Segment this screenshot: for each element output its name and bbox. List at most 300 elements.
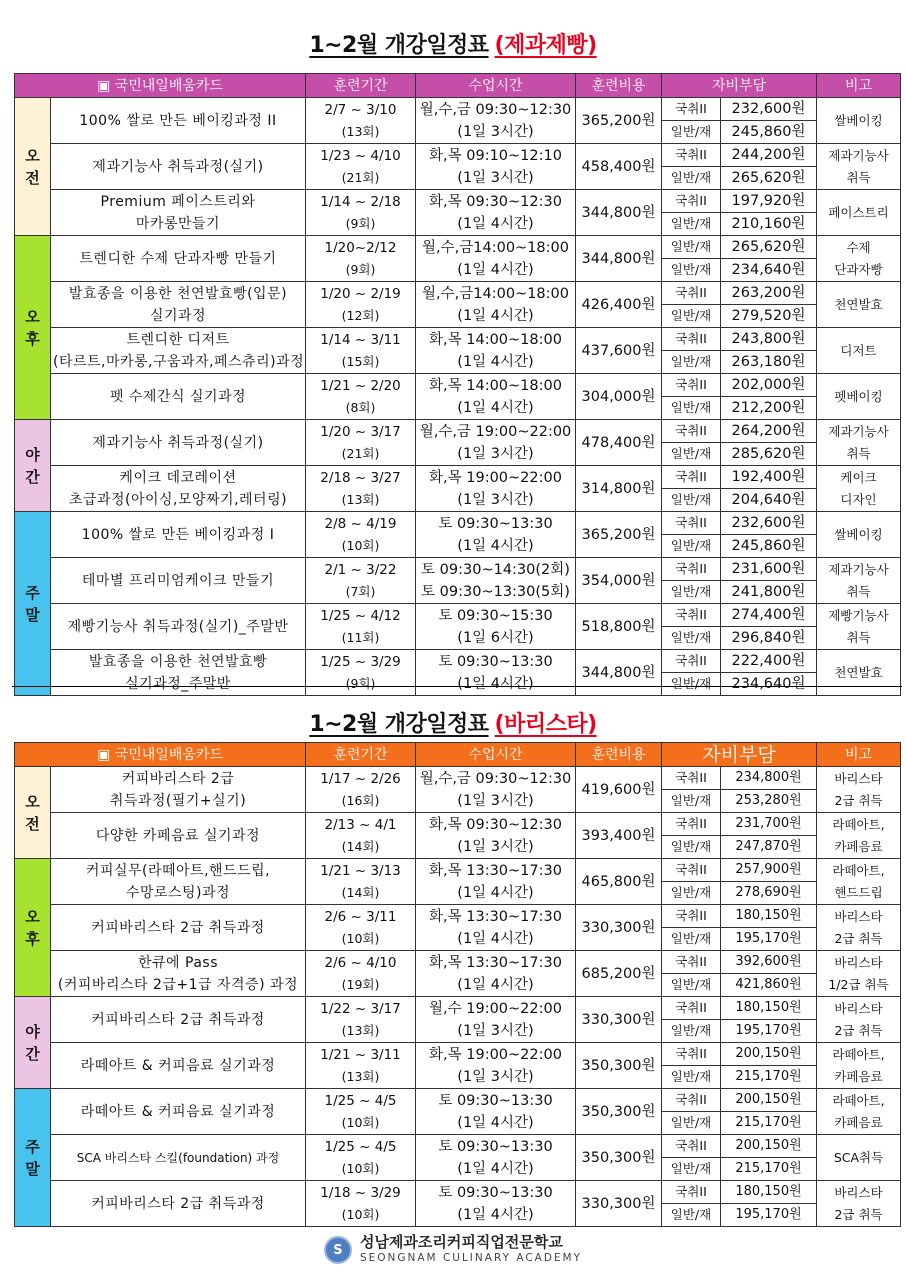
self-pay-amount: 243,800원 <box>721 328 817 351</box>
course-row <box>15 604 901 627</box>
note-line: 페이스트리 <box>828 204 889 220</box>
course-name-line: 다양한 카페음료 실기과정 <box>95 827 261 844</box>
course-name <box>51 997 306 1043</box>
support-type: 국취II <box>662 1135 721 1158</box>
training-period-line: 2/6 ~ 4/10 <box>324 954 397 971</box>
class-time <box>416 144 576 190</box>
course-row <box>15 1043 901 1066</box>
course-row <box>15 190 901 213</box>
course-row <box>15 420 901 443</box>
training-period <box>306 98 416 144</box>
training-period-line: 2/8 ~ 4/19 <box>324 515 397 532</box>
support-type: 국취II <box>662 1089 721 1112</box>
class-time-line: 토 09:30~13:30 <box>438 653 553 670</box>
note-line: 라떼아트, <box>832 1046 885 1062</box>
course-name <box>51 767 306 813</box>
class-time-line: 월,수,금14:00~18:00 <box>422 285 569 302</box>
class-time-line: (1일 3시간) <box>457 123 534 140</box>
support-type: 일반/재 <box>662 836 721 859</box>
course-row <box>15 650 901 673</box>
course-row <box>15 466 901 489</box>
training-period-line: 1/20~2/12 <box>324 239 397 256</box>
self-pay-amount: 245,860원 <box>721 121 817 144</box>
training-period-line: 1/20 ~ 3/17 <box>320 423 401 440</box>
training-period-line: 2/1 ~ 3/22 <box>324 561 397 578</box>
header-self-pay: 자비부담 <box>662 743 817 767</box>
support-type: 일반/재 <box>662 397 721 420</box>
time-slot-label-line: 야 <box>25 445 40 464</box>
course-name-line: 100% 쌀로 만든 베이킹과정 II <box>79 112 277 129</box>
course-row <box>15 558 901 581</box>
class-time-line: (1일 6시간) <box>457 629 534 646</box>
support-type: 일반/재 <box>662 974 721 997</box>
training-period <box>306 236 416 282</box>
bakery-schedule-title <box>0 28 906 59</box>
header-course: ▣ 국민내일배움카드 <box>15 743 306 767</box>
class-time-line: 화,목 13:30~17:30 <box>429 862 562 879</box>
note <box>817 1135 901 1181</box>
time-slot-label-line: 간 <box>25 1044 40 1063</box>
class-time-line: (1일 3시간) <box>457 491 534 508</box>
self-pay-amount: 215,170원 <box>721 1112 817 1135</box>
training-period-line: 1/21 ~ 3/13 <box>320 862 401 879</box>
support-type: 일반/재 <box>662 1158 721 1181</box>
support-type: 일반/재 <box>662 213 721 236</box>
note-line: 수제 <box>846 239 871 255</box>
training-fee: 458,400원 <box>576 144 662 190</box>
support-type: 일반/재 <box>662 351 721 374</box>
training-fee: 393,400원 <box>576 813 662 859</box>
note <box>817 767 901 813</box>
note-line: 쌀베이킹 <box>834 526 883 542</box>
training-period-line: (12회) <box>341 307 380 323</box>
course-name-line: 라떼아트 & 커피음료 실기과정 <box>80 1057 276 1074</box>
note <box>817 328 901 374</box>
class-time-line: (1일 4시간) <box>457 537 534 554</box>
course-row <box>15 859 901 882</box>
training-fee: 426,400원 <box>576 282 662 328</box>
training-period <box>306 1181 416 1227</box>
course-name-line: 실기과정 <box>149 307 207 324</box>
course-row <box>15 1135 901 1158</box>
note <box>817 420 901 466</box>
note-line: 2급 취득 <box>834 930 883 946</box>
training-period-line: (14회) <box>341 838 380 854</box>
training-fee: 314,800원 <box>576 466 662 512</box>
class-time-line: (1일 3시간) <box>457 838 534 855</box>
class-time <box>416 328 576 374</box>
note <box>817 1089 901 1135</box>
support-type: 국취II <box>662 905 721 928</box>
support-type: 일반/재 <box>662 581 721 604</box>
course-name <box>51 466 306 512</box>
footer <box>0 1234 906 1266</box>
training-period-line: 1/25 ~ 4/5 <box>324 1092 397 1109</box>
note-line: 취득 <box>846 169 871 185</box>
note <box>817 98 901 144</box>
course-row <box>15 997 901 1020</box>
training-fee: 330,300원 <box>576 997 662 1043</box>
self-pay-amount: 231,600원 <box>721 558 817 581</box>
note-line: 바리스타 <box>834 954 883 970</box>
course-name-line: 테마별 프리미엄케이크 만들기 <box>81 572 275 589</box>
note-line: 2급 취득 <box>834 1022 883 1038</box>
support-type: 일반/재 <box>662 1066 721 1089</box>
time-slot-label <box>15 512 51 696</box>
self-pay-amount: 202,000원 <box>721 374 817 397</box>
header-self-pay: 자비부담 <box>662 74 817 98</box>
time-slot-label-line: 오 <box>25 307 40 326</box>
course-name-line: 트렌디한 디저트 <box>126 331 230 348</box>
support-type: 국취II <box>662 859 721 882</box>
support-type: 국취II <box>662 328 721 351</box>
note <box>817 650 901 696</box>
time-slot-label-line: 주 <box>25 583 40 602</box>
training-fee: 518,800원 <box>576 604 662 650</box>
training-period-line: 1/17 ~ 2/26 <box>320 770 401 787</box>
course-name-line: 제과기능사 취득과정(실기) <box>92 158 264 175</box>
barista-header-row <box>15 743 901 767</box>
course-name <box>51 813 306 859</box>
support-type: 국취II <box>662 282 721 305</box>
training-period <box>306 650 416 696</box>
self-pay-amount: 253,280원 <box>721 790 817 813</box>
note <box>817 951 901 997</box>
course-name-line: (타르트,마카롱,구움과자,페스츄리)과정 <box>53 353 305 370</box>
time-slot-label-line: 말 <box>25 1159 40 1178</box>
training-period-line: (13회) <box>341 1068 380 1084</box>
training-period-line: (9회) <box>345 261 376 277</box>
note-line: 제과기능사 <box>828 561 889 577</box>
class-time-line: 토 09:30~13:30 <box>438 1138 553 1155</box>
training-period-line: 2/7 ~ 3/10 <box>324 101 397 118</box>
class-time-line: (1일 3시간) <box>457 792 534 809</box>
note <box>817 236 901 282</box>
course-name-line: (커피바리스타 2급+1급 자격증) 과정 <box>57 976 299 993</box>
course-name <box>51 1089 306 1135</box>
time-slot-label-line: 후 <box>25 329 40 348</box>
header-note: 비고 <box>817 74 901 98</box>
course-name-line: 100% 쌀로 만든 베이킹과정 I <box>81 526 275 543</box>
class-time-line: 화,목 14:00~18:00 <box>429 331 562 348</box>
class-time-line: 화,목 09:10~12:10 <box>429 147 562 164</box>
class-time <box>416 558 576 604</box>
training-fee: 344,800원 <box>576 190 662 236</box>
self-pay-amount: 285,620원 <box>721 443 817 466</box>
time-slot-label-line: 말 <box>25 605 40 624</box>
training-period <box>306 1089 416 1135</box>
training-period <box>306 905 416 951</box>
training-fee: 685,200원 <box>576 951 662 997</box>
course-name <box>51 1181 306 1227</box>
course-name <box>51 144 306 190</box>
support-type: 일반/재 <box>662 790 721 813</box>
training-period <box>306 859 416 905</box>
training-period-line: 1/25 ~ 4/5 <box>324 1138 397 1155</box>
course-name-line: 한큐에 Pass <box>137 954 218 971</box>
training-fee: 304,000원 <box>576 374 662 420</box>
training-period-line: 1/18 ~ 3/29 <box>320 1184 401 1201</box>
note-line: 바리스타 <box>834 1000 883 1016</box>
course-row <box>15 236 901 259</box>
training-period <box>306 813 416 859</box>
class-time <box>416 512 576 558</box>
note-line: 취득 <box>846 583 871 599</box>
class-time <box>416 98 576 144</box>
self-pay-amount: 265,620원 <box>721 167 817 190</box>
course-name <box>51 282 306 328</box>
course-row <box>15 512 901 535</box>
self-pay-amount: 180,150원 <box>721 905 817 928</box>
training-period-line: (21회) <box>341 169 380 185</box>
note-line: 천연발효 <box>834 664 883 680</box>
barista-title-main: 1~2월 개강일정표 <box>309 712 489 737</box>
self-pay-amount: 263,200원 <box>721 282 817 305</box>
note <box>817 466 901 512</box>
note-line: 바리스타 <box>834 770 883 786</box>
course-row <box>15 98 901 121</box>
time-slot-label-line: 후 <box>25 929 40 948</box>
class-time-line: 월,수,금 09:30~12:30 <box>419 770 572 787</box>
training-period <box>306 374 416 420</box>
note-line: 단과자빵 <box>834 261 883 277</box>
training-period <box>306 997 416 1043</box>
class-time-line: 토 09:30~13:30 <box>438 515 553 532</box>
note <box>817 1043 901 1089</box>
training-period-line: 1/25 ~ 3/29 <box>320 653 401 670</box>
note-line: 카페음료 <box>834 838 883 854</box>
support-type: 일반/재 <box>662 121 721 144</box>
class-time <box>416 951 576 997</box>
training-period <box>306 951 416 997</box>
self-pay-amount: 200,150원 <box>721 1043 817 1066</box>
training-fee: 350,300원 <box>576 1043 662 1089</box>
barista-title-sub: (바리스타) <box>494 712 597 737</box>
self-pay-amount: 264,200원 <box>721 420 817 443</box>
training-fee: 365,200원 <box>576 98 662 144</box>
class-time-line: 토 09:30~13:30(5회) <box>421 583 570 600</box>
course-name <box>51 558 306 604</box>
self-pay-amount: 200,150원 <box>721 1135 817 1158</box>
course-name <box>51 512 306 558</box>
bakery-header-row <box>15 74 901 98</box>
note-line: 쌀베이킹 <box>834 112 883 128</box>
note-line: 제과기능사 <box>828 423 889 439</box>
course-row <box>15 1089 901 1112</box>
time-slot-label-line: 전 <box>25 168 40 187</box>
class-time <box>416 1181 576 1227</box>
course-name <box>51 905 306 951</box>
support-type: 국취II <box>662 144 721 167</box>
class-time-line: 토 09:30~13:30 <box>438 1184 553 1201</box>
time-slot-label <box>15 859 51 997</box>
class-time-line: (1일 4시간) <box>457 1206 534 1223</box>
support-type: 일반/재 <box>662 167 721 190</box>
training-period-line: (16회) <box>341 792 380 808</box>
training-fee: 437,600원 <box>576 328 662 374</box>
support-type: 일반/재 <box>662 1020 721 1043</box>
class-time-line: 화,목 09:30~12:30 <box>429 193 562 210</box>
class-time-line: 화,목 19:00~22:00 <box>429 1046 562 1063</box>
training-period-line: (10회) <box>341 1206 380 1222</box>
class-time <box>416 813 576 859</box>
note-line: 핸드드립 <box>834 884 883 900</box>
course-name <box>51 98 306 144</box>
support-type: 국취II <box>662 98 721 121</box>
support-type: 국취II <box>662 190 721 213</box>
class-time-line: 화,목 09:30~12:30 <box>429 816 562 833</box>
self-pay-amount: 195,170원 <box>721 928 817 951</box>
self-pay-amount: 215,170원 <box>721 1158 817 1181</box>
course-name <box>51 604 306 650</box>
note-line: 1/2급 취득 <box>828 976 889 992</box>
course-name <box>51 951 306 997</box>
note-line: SCA취득 <box>833 1149 884 1165</box>
class-time-line: (1일 3시간) <box>457 445 534 462</box>
course-row <box>15 328 901 351</box>
self-pay-amount: 257,900원 <box>721 859 817 882</box>
course-name <box>51 236 306 282</box>
self-pay-amount: 200,150원 <box>721 1089 817 1112</box>
course-row <box>15 767 901 790</box>
self-pay-amount: 263,180원 <box>721 351 817 374</box>
support-type: 일반/재 <box>662 236 721 259</box>
training-period <box>306 420 416 466</box>
class-time-line: (1일 3시간) <box>457 1068 534 1085</box>
self-pay-amount: 245,860원 <box>721 535 817 558</box>
class-time <box>416 1089 576 1135</box>
note <box>817 144 901 190</box>
note-line: 디저트 <box>840 342 877 358</box>
training-period <box>306 512 416 558</box>
header-time: 수업시간 <box>416 74 576 98</box>
course-name-line: 커피바리스타 2급 취득과정 <box>91 919 265 936</box>
training-period <box>306 1043 416 1089</box>
header-note: 비고 <box>817 743 901 767</box>
training-period-line: (13회) <box>341 1022 380 1038</box>
support-type: 국취II <box>662 420 721 443</box>
training-period <box>306 767 416 813</box>
note <box>817 512 901 558</box>
class-time-line: (1일 4시간) <box>457 930 534 947</box>
course-name <box>51 1043 306 1089</box>
self-pay-amount: 195,170원 <box>721 1204 817 1227</box>
training-fee: 344,800원 <box>576 236 662 282</box>
training-fee: 465,800원 <box>576 859 662 905</box>
support-type: 국취II <box>662 997 721 1020</box>
class-time-line: 화,목 13:30~17:30 <box>429 954 562 971</box>
header-period: 훈련기간 <box>306 743 416 767</box>
time-slot-label-line: 간 <box>25 467 40 486</box>
training-fee: 330,300원 <box>576 905 662 951</box>
class-time-line: (1일 3시간) <box>457 169 534 186</box>
class-time <box>416 1135 576 1181</box>
training-period-line: 1/14 ~ 3/11 <box>320 331 401 348</box>
barista-schedule-table <box>14 742 901 1227</box>
course-name <box>51 650 306 696</box>
course-row <box>15 144 901 167</box>
training-period-line: 1/21 ~ 2/20 <box>320 377 401 394</box>
training-period-line: (19회) <box>341 976 380 992</box>
course-row <box>15 374 901 397</box>
training-period-line: 2/18 ~ 3/27 <box>320 469 401 486</box>
time-slot-label <box>15 420 51 512</box>
note <box>817 813 901 859</box>
course-name-line: 커피실무(라떼아트,핸드드립, <box>85 862 271 879</box>
class-time <box>416 859 576 905</box>
header-fee: 훈련비용 <box>576 74 662 98</box>
course-name <box>51 420 306 466</box>
training-period <box>306 558 416 604</box>
class-time <box>416 650 576 696</box>
time-slot-label-line: 야 <box>25 1022 40 1041</box>
training-fee: 365,200원 <box>576 512 662 558</box>
training-period-line: 1/14 ~ 2/18 <box>320 193 401 210</box>
training-period <box>306 144 416 190</box>
class-time-line: 화,목 13:30~17:30 <box>429 908 562 925</box>
self-pay-amount: 234,640원 <box>721 259 817 282</box>
training-period <box>306 190 416 236</box>
class-time-line: (1일 4시간) <box>457 307 534 324</box>
training-fee: 478,400원 <box>576 420 662 466</box>
training-fee: 354,000원 <box>576 558 662 604</box>
self-pay-amount: 231,700원 <box>721 813 817 836</box>
training-period-line: (15회) <box>341 353 380 369</box>
course-name-line: Premium 페이스트리와 <box>100 193 256 210</box>
training-fee: 419,600원 <box>576 767 662 813</box>
support-type: 국취II <box>662 512 721 535</box>
self-pay-amount: 192,400원 <box>721 466 817 489</box>
support-type: 국취II <box>662 1181 721 1204</box>
support-type: 국취II <box>662 374 721 397</box>
note-line: 제빵기능사 <box>828 607 889 623</box>
time-slot-label <box>15 767 51 859</box>
course-name-line: 펫 수제간식 실기과정 <box>109 388 247 405</box>
self-pay-amount: 274,400원 <box>721 604 817 627</box>
course-name-line: 커피바리스타 2급 <box>121 770 235 787</box>
time-slot-label-line: 주 <box>25 1137 40 1156</box>
self-pay-amount: 232,600원 <box>721 512 817 535</box>
header-period: 훈련기간 <box>306 74 416 98</box>
support-type: 국취II <box>662 604 721 627</box>
course-name-line: 제과기능사 취득과정(실기) <box>92 434 264 451</box>
time-slot-label <box>15 1089 51 1227</box>
self-pay-amount: 234,640원 <box>721 673 817 696</box>
support-type: 국취II <box>662 813 721 836</box>
class-time-line: (1일 4시간) <box>457 1114 534 1131</box>
training-period-line: (10회) <box>341 1114 380 1130</box>
course-name-line: 취득과정(필기+실기) <box>109 792 247 809</box>
class-time-line: (1일 4시간) <box>457 884 534 901</box>
note-line: 카페음료 <box>834 1068 883 1084</box>
course-name-line: 제빵기능사 취득과정(실기)_주말반 <box>67 618 289 635</box>
training-period-line: 2/6 ~ 3/11 <box>324 908 397 925</box>
self-pay-amount: 265,620원 <box>721 236 817 259</box>
class-time-line: (1일 3시간) <box>457 1022 534 1039</box>
time-slot-label <box>15 236 51 420</box>
training-fee: 350,300원 <box>576 1135 662 1181</box>
self-pay-amount: 241,800원 <box>721 581 817 604</box>
class-time-line: 토 09:30~14:30(2회) <box>421 561 570 578</box>
support-type: 일반/재 <box>662 673 721 696</box>
class-time <box>416 997 576 1043</box>
note-line: 라떼아트, <box>832 816 885 832</box>
training-period <box>306 1135 416 1181</box>
course-row <box>15 282 901 305</box>
training-period-line: (21회) <box>341 445 380 461</box>
self-pay-amount: 232,600원 <box>721 98 817 121</box>
course-name-line: 발효종을 이용한 천연발효빵 <box>88 653 268 670</box>
